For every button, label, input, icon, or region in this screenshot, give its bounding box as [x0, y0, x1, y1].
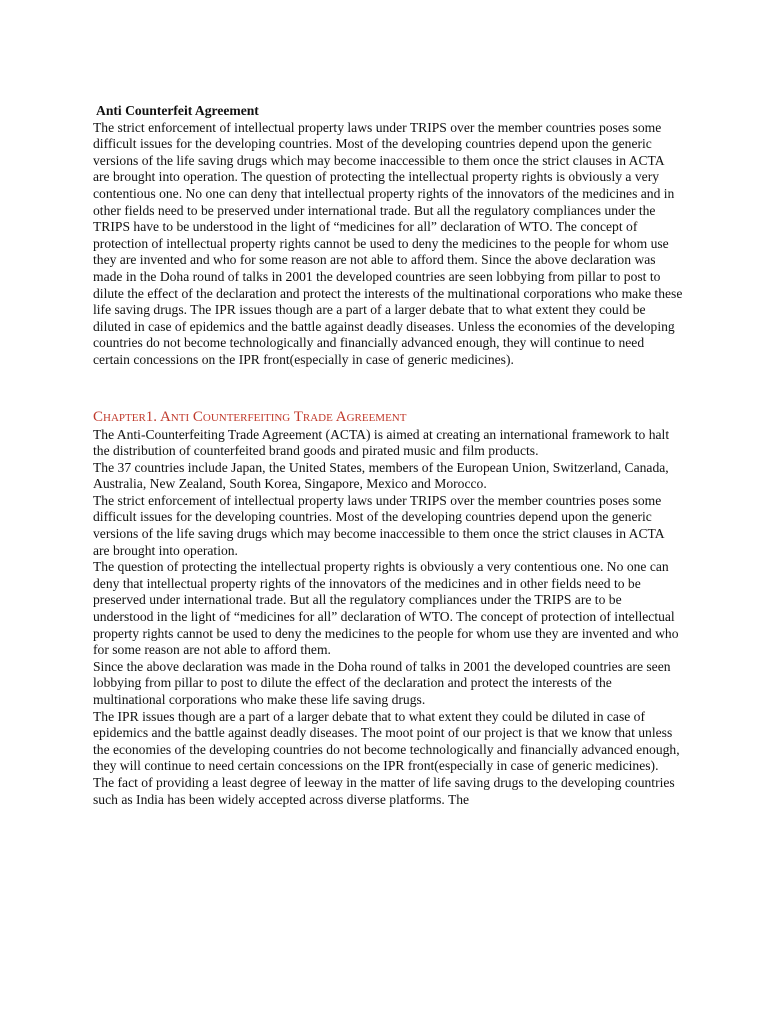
chapter-paragraph-5: Since the above declaration was made in the Doha round of talks in 2001 the developed countries are seen lobbying from pillar to post to dilute the effect of the declaration and protect the interests of the multinational corporations who make these life saving drugs. — [93, 658, 671, 707]
section-spacer — [93, 369, 683, 409]
chapter-paragraph-6: The IPR issues though are a part of a larger debate that to what extent they could be diluted in case of epidemics and the battle against deadly diseases. The moot point of our project is that we know that unless the economies of the developing countries do not become technologically and financially advanced enough, they will continue to need certain concessions on the IPR front(especially in case of generic medicines). — [93, 708, 680, 774]
document-page — [93, 103, 683, 808]
section-paragraph: The strict enforcement of intellectual property laws under TRIPS over the member countries poses some difficult issues for the developing countries. Most of the developing countries depend upon the generic versions of the life saving drugs which may become inaccessible to them once the strict clauses in ACTA are brought into operation. The question of protecting the intellectual property rights is obviously a very contentious one. No one can deny that intellectual property rights of the innovators of the medicines and in other fields need to be preserved under international trade. But all the regulatory compliances under the TRIPS have to be understood in the light of “medicines for all” declaration of WTO. The concept of protection of intellectual property rights cannot be used to deny the medicines to the people for whom use they are invented and who for some reason are not able to afford them. Since the above declaration was made in the Doha round of talks in 2001 the developed countries are seen lobbying from pillar to post to dilute the effect of the declaration and protect the interests of the multinational corporations who make these life saving drugs. The IPR issues though are a part of a larger debate that to what extent they could be diluted in case of epidemics and the battle against deadly diseases. Unless the economies of the developing countries do not become technologically and financially advanced enough, they will continue to need certain concessions on the IPR front(especially in case of generic medicines). — [93, 119, 683, 367]
section-title: Anti Counterfeit Agreement — [96, 103, 259, 118]
chapter-heading: Chapter1. Anti Counterfeiting Trade Agreement — [93, 408, 407, 425]
chapter-paragraph-7: The fact of providing a least degree of leeway in the matter of life saving drugs to the developing countries such as India has been widely accepted across diverse platforms. The — [93, 774, 675, 807]
chapter-paragraph-3: The strict enforcement of intellectual property laws under TRIPS over the member countries poses some difficult issues for the developing countries. Most of the developing countries depend upon the generic versions of the life saving drugs which may become inaccessible to them once the strict clauses in ACTA are brought into operation. — [93, 492, 664, 558]
chapter-paragraph-4: The question of protecting the intellectual property rights is obviously a very contentious one. No one can deny that intellectual property rights of the innovators of the medicines and in other fields need to be preserved under international trade. But all the regulatory compliances under the TRIPS are to be understood in the light of “medicines for all” declaration of WTO. The concept of protection of intellectual property rights cannot be used to deny the medicines to the people for whom use they are invented and who for some reason are not able to afford them. — [93, 559, 679, 658]
chapter-paragraph-2: The 37 countries include Japan, the United States, members of the European Union, Switzerland, Canada, Australia, New Zealand, South Korea, Singapore, Mexico and Morocco. — [93, 459, 669, 492]
chapter-paragraph-1: The Anti-Counterfeiting Trade Agreement (ACTA) is aimed at creating an international framework to halt the distribution of counterfeited brand goods and pirated music and film products. — [93, 426, 670, 459]
